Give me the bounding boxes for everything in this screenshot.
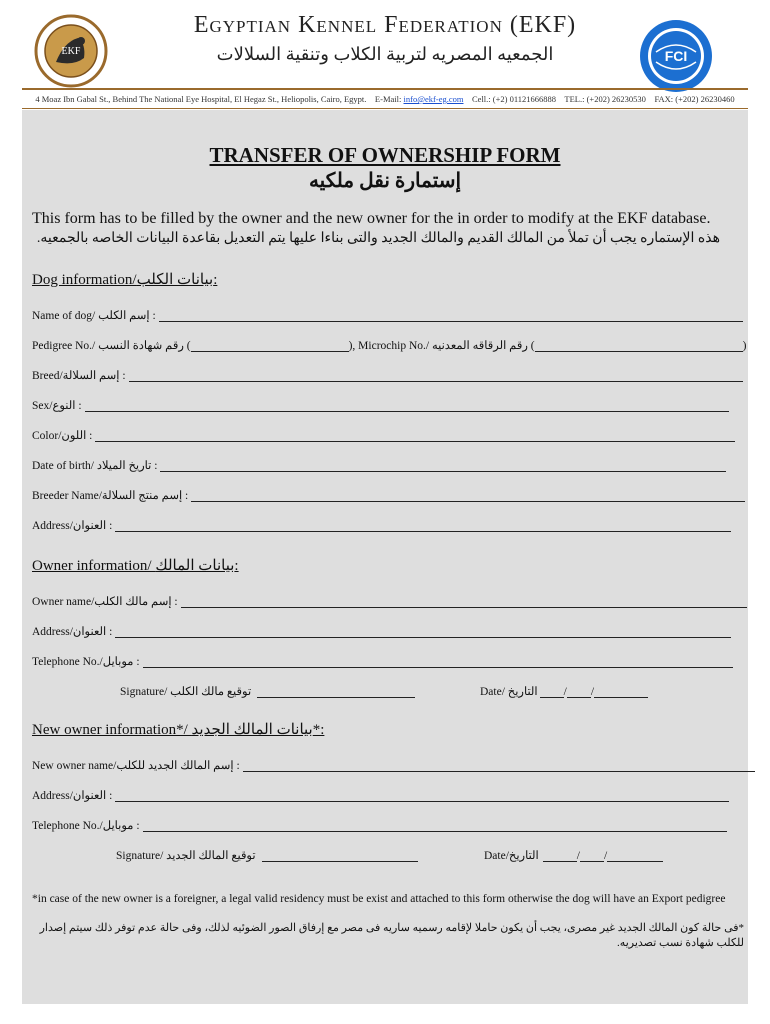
new-owner-address-label: Address/العنوان : (32, 790, 113, 802)
new-owner-name-label: New owner name/إسم المالك الجديد للكلب : (32, 760, 240, 772)
intro-text: This form has to be filled by the owner and the new owner for the in order to modify at the EKF database. (32, 210, 711, 227)
new-owner-signature-row (116, 848, 418, 862)
owner-date-label: Date/ التاريخ (480, 686, 538, 698)
pedigree-number-field[interactable] (191, 341, 349, 352)
owner-telephone-field[interactable] (143, 657, 733, 668)
dob-row (32, 458, 726, 472)
sex-row (32, 398, 729, 412)
pedigree-label: Pedigree No./ رقم شهادة النسب ( (32, 340, 191, 352)
federation-title-arabic: الجمعيه المصريه لتربية الكلاب وتنقية السلالات (216, 44, 554, 64)
owner-date-year-field[interactable] (594, 687, 648, 698)
microchip-label: ), Microchip No./ رقم الرقاقه المعدنيه ( (348, 340, 535, 352)
dog-name-row (32, 308, 743, 322)
new-owner-address-field[interactable] (115, 791, 729, 802)
contact-divider (22, 108, 748, 109)
intro-text-arabic: هذه الإستماره يجب أن تملأ من المالك القديم والمالك الجديد والتى بناءا عليها يتم التعديل بقاعدة البيانات الخاصه بالجمعيه. (36, 231, 720, 246)
breed-label: Breed/إسم السلالة : (32, 370, 126, 382)
dob-field[interactable] (160, 461, 726, 472)
new-owner-date-row: Date/التاريخ / / (484, 848, 663, 862)
sex-label: Sex/النوع : (32, 400, 82, 412)
owner-signature-row (120, 684, 415, 698)
breeder-label: Breeder Name/إسم منتج السلالة : (32, 490, 189, 502)
fax-text: FAX: (+202) 26230460 (654, 94, 735, 104)
email-label: E-Mail: (374, 94, 402, 104)
owner-date-day-field[interactable] (540, 687, 564, 698)
breeder-field[interactable] (191, 491, 745, 502)
owner-signature-label: Signature/ توقيع مالك الكلب (120, 686, 252, 698)
contact-line (0, 94, 770, 104)
breeder-row (32, 488, 745, 502)
new-owner-section-heading: New owner information*/ بيانات المالك الجديد*: (32, 722, 325, 738)
color-label: Color/اللون : (32, 430, 93, 442)
color-field[interactable] (95, 431, 735, 442)
federation-title: Egyptian Kennel Federation (EKF) (193, 12, 577, 38)
sex-field[interactable] (85, 401, 729, 412)
owner-section-heading: Owner information/ بيانات المالك: (32, 558, 239, 574)
new-owner-telephone-field[interactable] (143, 821, 727, 832)
cell-text: Cell.: (+2) 01121666888 (472, 94, 557, 104)
owner-telephone-row (32, 654, 733, 668)
new-owner-address-row (32, 788, 729, 802)
owner-name-field[interactable] (181, 597, 747, 608)
owner-telephone-label: Telephone No./موبايل : (32, 656, 140, 668)
owner-name-label: Owner name/إسم مالك الكلب : (32, 596, 178, 608)
dob-label: Date of birth/ تاريخ الميلاد : (32, 460, 158, 472)
dog-name-label: Name of dog/ إسم الكلب : (32, 310, 156, 322)
breed-row (32, 368, 743, 382)
fci-logo-icon (638, 18, 714, 94)
new-owner-name-field[interactable] (243, 761, 755, 772)
email-link[interactable]: info@ekf-eg.com (403, 94, 464, 104)
new-owner-date-label: Date/التاريخ (484, 850, 539, 862)
form-title-arabic: إستمارة نقل ملكيه (308, 170, 462, 192)
footnote-text: *in case of the new owner is a foreigner, a legal valid residency must be exist and attached to this form otherwise the dog will have an Export pedigree (32, 893, 726, 905)
new-owner-date-day-field[interactable] (543, 851, 577, 862)
breed-field[interactable] (129, 371, 743, 382)
new-owner-date-month-field[interactable] (580, 851, 604, 862)
svg-text:FCI: FCI (664, 48, 688, 64)
dog-section-heading: Dog information/بيانات الكلب: (32, 272, 218, 288)
owner-address-label: Address/العنوان : (32, 626, 113, 638)
tel-text: TEL.: (+202) 26230530 (564, 94, 646, 104)
owner-name-row (32, 594, 747, 608)
new-owner-telephone-row (32, 818, 727, 832)
footnote-text-arabic: *فى حالة كون المالك الجديد غير مصرى، يجب أن يكون حاملا لإقامه رسميه ساريه فى مصر مع إرفاق الصور الضوئيه لذلك، وفى حالة عدم توفر ذلك سيتم إصدار للكلب شهادة نسب تصديريه. (39, 922, 744, 949)
new-owner-telephone-label: Telephone No./موبايل : (32, 820, 140, 832)
dog-address-field[interactable] (115, 521, 731, 532)
address-text: 4 Moaz Ibn Gabal St., Behind The National Eye Hospital, El Hegaz St., Heliopolis, Cairo, Egypt. (35, 94, 367, 104)
owner-date-month-field[interactable] (567, 687, 591, 698)
owner-address-row (32, 624, 731, 638)
owner-signature-field[interactable] (257, 687, 415, 698)
letterhead (0, 0, 770, 92)
owner-address-field[interactable] (115, 627, 731, 638)
new-owner-name-row (32, 758, 755, 772)
owner-date-row: Date/ التاريخ / / (480, 684, 648, 698)
pedigree-row (32, 338, 746, 352)
dog-address-row (32, 518, 731, 532)
dog-name-field[interactable] (159, 311, 743, 322)
new-owner-date-year-field[interactable] (607, 851, 663, 862)
color-row (32, 428, 735, 442)
microchip-number-field[interactable] (535, 341, 743, 352)
svg-text:EKF: EKF (61, 46, 81, 57)
header-divider (22, 88, 748, 90)
new-owner-signature-label: Signature/ توقيع المالك الجديد (116, 850, 256, 862)
microchip-close: ) (742, 340, 747, 352)
dog-address-label: Address/العنوان : (32, 520, 113, 532)
form-title: TRANSFER OF OWNERSHIP FORM (209, 143, 561, 167)
new-owner-signature-field[interactable] (262, 851, 418, 862)
